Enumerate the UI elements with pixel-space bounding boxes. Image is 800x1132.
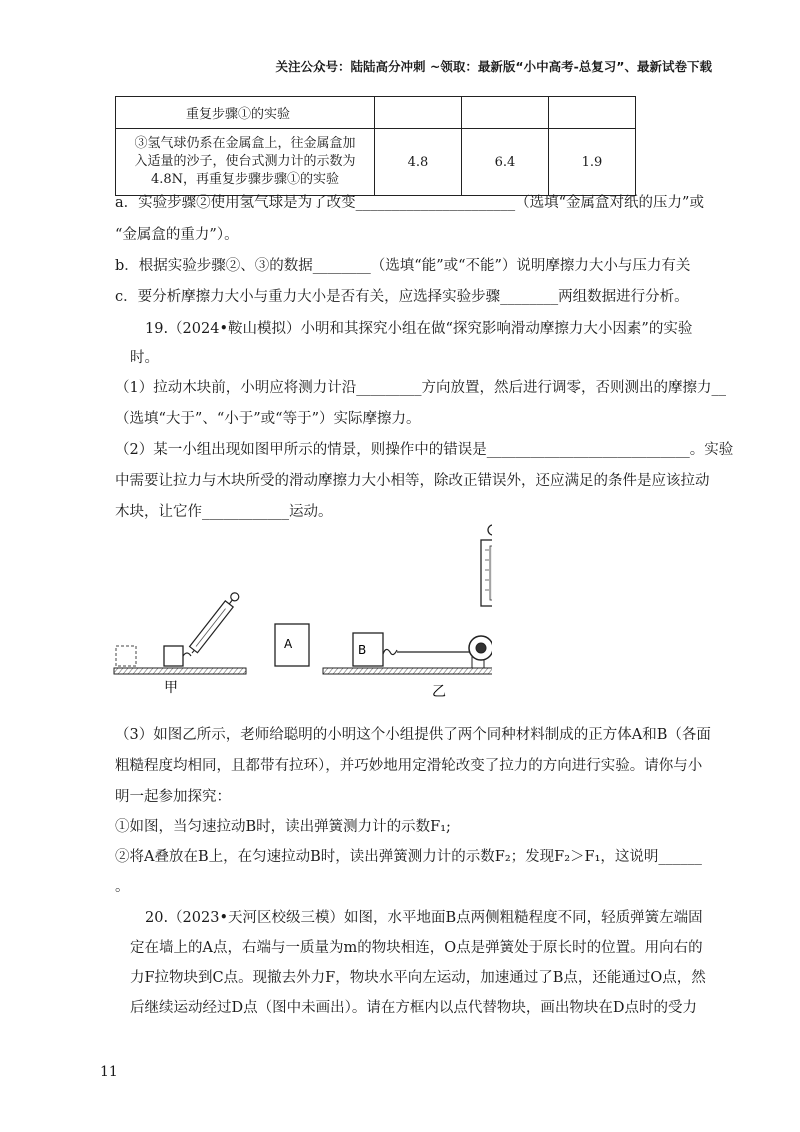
question-b: b．根据实验步骤②、③的数据________（选填“能”或“不能”）说明摩擦力大小与压力有关: [115, 258, 691, 274]
table-cell: [549, 97, 636, 129]
dashed-block-outline: [116, 646, 136, 666]
question-20-line3: 力F拉物块到C点。现撤去外力F，物块水平向左运动，加速通过了B点，还能通过O点，然: [130, 970, 706, 986]
q19-part3-line1: （3）如图乙所示，老师给聪明的小明这个小组提供了两个同种材料制成的正方体A和B（各面: [115, 727, 711, 743]
table-cell-label: 重复步骤①的实验: [116, 97, 375, 129]
table-cell: 1.9: [549, 129, 636, 196]
table-cell: 4.8: [375, 129, 462, 196]
wood-block: [164, 646, 183, 666]
q19-part3-line2: 粗糙程度均相同，且都带有拉环），并巧妙地用定滑轮改变了拉力的方向进行实验。请你与小: [115, 758, 703, 774]
label-yi: 乙: [432, 684, 446, 700]
table-cell-label: ③氢气球仍系在金属盒上，往金属盒加 入适量的沙子，使台式测力计的示数为 4.8N，再重复步骤步骤①的实验: [116, 129, 375, 196]
question-a-line1: a．实验步骤②使用氢气球是为了改变______________________（选填“金属盒对纸的压力”或: [115, 195, 704, 211]
q19-step2: ②将A叠放在B上，在匀速拉动B时，读出弹簧测力计的示数F₂；发现F₂＞F₁，这说明______: [115, 849, 702, 865]
q19-part2-line2: 中需要让拉力与木块所受的滑动摩擦力大小相等，除改正错误外，还应满足的条件是应该拉动: [115, 473, 710, 489]
figure-jia: [114, 591, 246, 674]
q19-step2-end: 。: [115, 879, 130, 895]
table-row: [116, 97, 636, 129]
label-jia: 甲: [164, 680, 178, 696]
table-cell: 6.4: [462, 129, 549, 196]
table-cell: [375, 97, 462, 129]
question-19-title-cont: 时。: [130, 350, 159, 366]
question-a-line2: “金属盒的重力”）。: [115, 227, 239, 243]
table-row: [116, 129, 636, 196]
page-header: 关注公众号：陆陆高分冲刺 ~领取：最新版“小中高考-总复习”、最新试卷下载: [275, 59, 712, 74]
experiment-figure: [112, 520, 492, 705]
question-19-title: 19.（2024•鞍山模拟）小明和其探究小组在做“探究影响滑动摩擦力大小因素”的实验: [145, 321, 693, 337]
question-20-line1: 20.（2023•天河区校级三模）如图，水平地面B点两侧粗糙程度不同，轻质弹簧左端固: [145, 910, 703, 926]
q19-part1-line1: （1）拉动木块前，小明应将测力计沿_________方向放置，然后进行调零，否则测出的摩擦力__: [115, 380, 726, 396]
block-a-label: A: [284, 637, 293, 651]
experiment-table: [115, 96, 636, 196]
q19-part3-line3: 明一起参加探究：: [115, 789, 231, 805]
question-20-line4: 后继续运动经过D点（图中未画出）。请在方框内以点代替物块，画出物块在D点时的受力: [130, 1000, 697, 1016]
q19-step1: ①如图，当匀速拉动B时，读出弹簧测力计的示数F₁;: [115, 819, 451, 835]
figure-yi: [323, 525, 492, 674]
tilted-spring-scale: [190, 591, 242, 653]
vertical-spring-scale: [481, 525, 492, 606]
block-b-label: B: [358, 643, 367, 657]
q19-part2-line3: 木块，让它作____________运动。: [115, 504, 333, 520]
q19-part2-line1: （2）某一小组出现如图甲所示的情景，则操作中的错误是____________________________。实验: [115, 442, 734, 458]
table-cell: [462, 97, 549, 129]
q19-part1-line2: （选填“大于”、“小于”或“等于”）实际摩擦力。: [115, 411, 421, 427]
question-c: c．要分析摩擦力大小与重力大小是否有关，应选择实验步骤________两组数据进行分析。: [115, 289, 689, 305]
question-20-line2: 定在墙上的A点，右端与一质量为m的物块相连，O点是弹簧处于原长时的位置。用向右的: [130, 940, 703, 956]
page-number: 11: [100, 1064, 118, 1080]
